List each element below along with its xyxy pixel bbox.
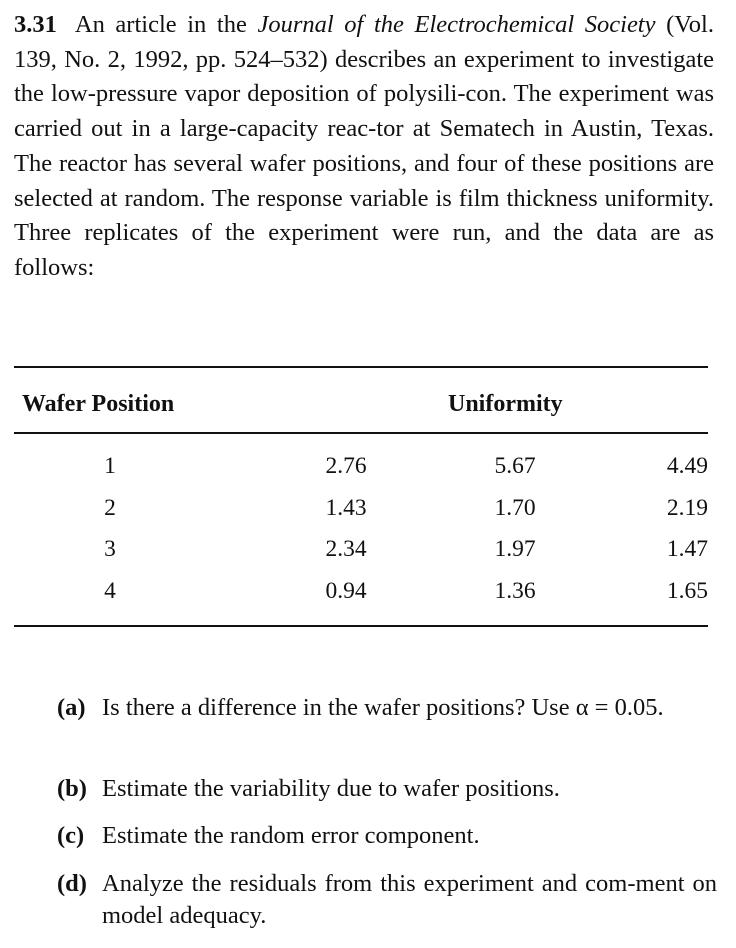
cell-uniformity-3: 1.65 xyxy=(666,578,708,604)
question-a xyxy=(57,692,717,724)
problem-text-body: (Vol. 139, No. 2, 1992, pp. 524–532) describes an experiment to investigate the low-pressure vapor deposition of polysili-con. The experiment was carried out in a large-capacity reac-tor at Sematech in Austin, Texas. The reactor has several wafer positions, and four of these positions are selected at random. The response variable is film thickness uniformity. Three replicates of the experiment were run, and the data are as follows: xyxy=(14,11,714,281)
question-text: Is there a difference in the wafer positions? Use α = 0.05. xyxy=(102,694,664,721)
table-row xyxy=(0,576,736,606)
cell-uniformity-2: 1.97 xyxy=(494,536,536,562)
question-label: (b) xyxy=(57,775,87,802)
cell-uniformity-3: 2.19 xyxy=(666,495,708,521)
cell-position: 4 xyxy=(104,578,116,604)
header-uniformity: Uniformity xyxy=(448,391,563,417)
question-text: Analyze the residuals from this experiment and com-ment on model adequacy. xyxy=(102,870,717,929)
cell-position: 2 xyxy=(104,495,116,521)
problem-statement xyxy=(14,8,714,286)
question-c xyxy=(57,820,717,852)
question-label: (d) xyxy=(57,870,87,897)
cell-uniformity-2: 5.67 xyxy=(494,453,536,479)
cell-uniformity-1: 2.34 xyxy=(325,536,367,562)
cell-uniformity-1: 2.76 xyxy=(325,453,367,479)
table-bottom-rule xyxy=(14,625,708,627)
cell-uniformity-1: 0.94 xyxy=(325,578,367,604)
table-header-rule xyxy=(14,432,708,434)
cell-uniformity-3: 4.49 xyxy=(666,453,708,479)
table-row xyxy=(0,451,736,481)
question-b xyxy=(57,773,717,805)
cell-uniformity-2: 1.70 xyxy=(494,495,536,521)
table-row xyxy=(0,493,736,523)
question-text: Estimate the variability due to wafer positions. xyxy=(102,775,560,802)
question-d xyxy=(57,868,717,932)
header-wafer-position: Wafer Position xyxy=(22,391,175,417)
table-row xyxy=(0,534,736,564)
cell-uniformity-1: 1.43 xyxy=(325,495,367,521)
cell-uniformity-3: 1.47 xyxy=(666,536,708,562)
question-text: Estimate the random error component. xyxy=(102,822,480,849)
problem-number: 3.31 xyxy=(14,11,57,38)
journal-title: Journal of the Electrochemical Society xyxy=(257,11,656,38)
cell-uniformity-2: 1.36 xyxy=(494,578,536,604)
cell-position: 1 xyxy=(104,453,116,479)
problem-text-intro: An article in the xyxy=(74,11,258,38)
cell-position: 3 xyxy=(104,536,116,562)
question-label: (c) xyxy=(57,822,85,849)
table-top-rule xyxy=(14,366,708,368)
question-label: (a) xyxy=(57,694,86,721)
